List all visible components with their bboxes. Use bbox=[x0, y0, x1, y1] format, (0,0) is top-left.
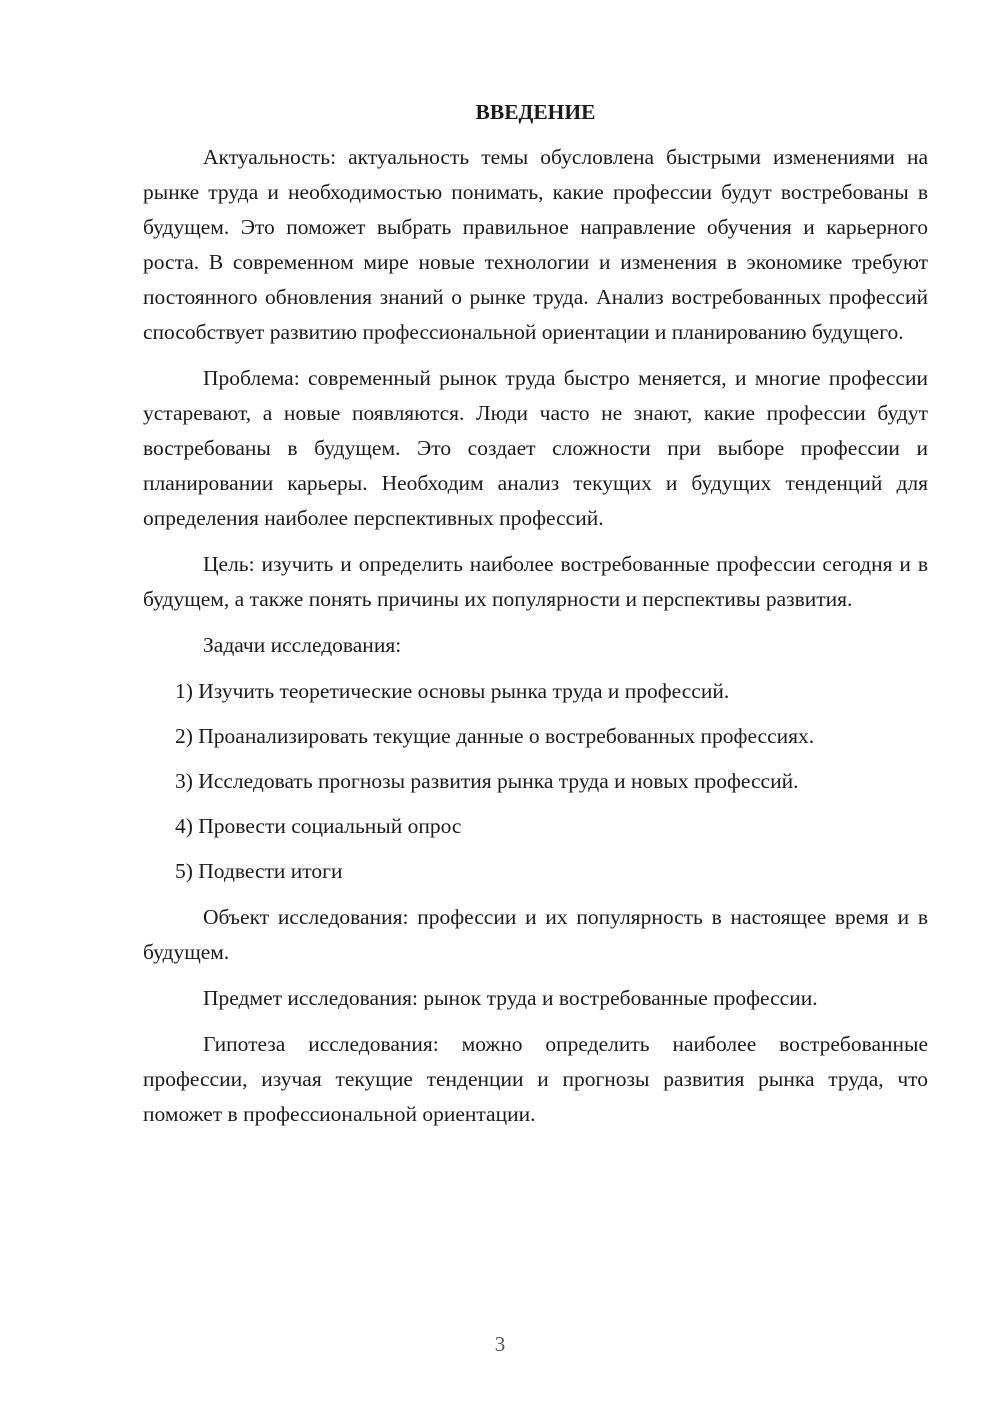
paragraph-subject: Предмет исследования: рынок труда и востребованные профессии. bbox=[203, 986, 818, 1010]
list-item: 3) Исследовать прогнозы развития рынка труда и новых профессий. bbox=[175, 769, 799, 793]
list-item: 4) Провести социальный опрос bbox=[175, 814, 462, 838]
paragraph-relevance: Актуальность: актуальность темы обусловлена быстрыми изменениями на рынке труда и необходимостью понимать, какие профессии будут востребованы в будущем. Это поможет выбрать правильное направление обучения и карьерного роста. В современном мире новые технологии и изменения в экономике требуют постоянного обновления знаний о рынке труда. Анализ востребованных профессий способствует развитию профессиональной ориентации и планированию будущего. bbox=[143, 145, 928, 344]
paragraph-hypothesis: Гипотеза исследования: можно определить наиболее востребованные профессии, изучая текущие тенденции и прогнозы развития рынка труда, что поможет в профессиональной ориентации. bbox=[143, 1032, 928, 1126]
document-page bbox=[143, 95, 928, 1143]
task-list bbox=[143, 674, 928, 889]
page-number: 3 bbox=[494, 1332, 506, 1356]
list-item: 1) Изучить теоретические основы рынка труда и профессий. bbox=[175, 679, 730, 703]
paragraph-goal: Цель: изучить и определить наиболее востребованные профессии сегодня и в будущем, а также понять причины их популярности и перспективы развития. bbox=[143, 552, 928, 611]
page-title: ВВЕДЕНИЕ bbox=[475, 100, 596, 124]
paragraph-object: Объект исследования: профессии и их популярность в настоящее время и в будущем. bbox=[143, 905, 928, 964]
list-item: 5) Подвести итоги bbox=[175, 859, 343, 883]
tasks-heading: Задачи исследования: bbox=[203, 633, 402, 657]
list-item: 2) Проанализировать текущие данные о востребованных профессиях. bbox=[175, 724, 815, 748]
paragraph-problem: Проблема: современный рынок труда быстро меняется, и многие профессии устаревают, а новые появляются. Люди часто не знают, какие профессии будут востребованы в будущем. Это создает сложности при выборе профессии и планировании карьеры. Необходим анализ текущих и будущих тенденций для определения наиболее перспективных профессий. bbox=[143, 366, 928, 530]
